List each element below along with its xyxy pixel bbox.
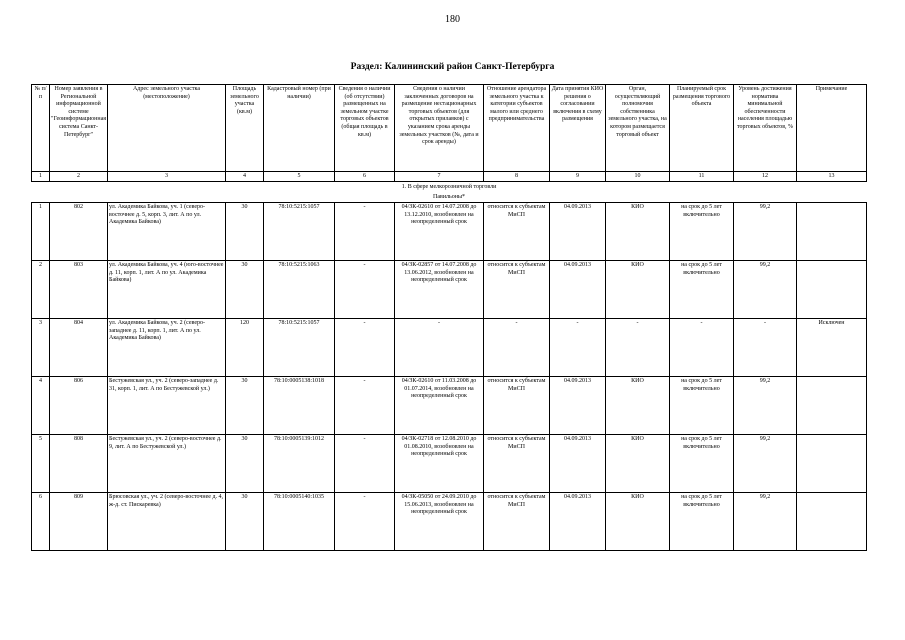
cell-term: на срок до 5 лет включительно (670, 377, 734, 435)
column-header: Планируемый срок размещения торгового объекта (670, 85, 734, 172)
cell-term: на срок до 5 лет включительно (670, 261, 734, 319)
cell-term: - (670, 319, 734, 377)
column-header: Адрес земельного участка (местоположение) (108, 85, 226, 172)
cell-date: 04.09.2013 (550, 377, 606, 435)
cell-term: на срок до 5 лет включительно (670, 203, 734, 261)
cell-cadastral: 78:10:5215:1063 (264, 261, 335, 319)
cell-contract: 04/ЗК-02610 от 11.03.2008 до 01.07.2014, возобновлен на неопределенный срок (395, 377, 484, 435)
column-numbers-row (32, 172, 867, 182)
cell-area: 30 (226, 261, 264, 319)
cell-n: 1 (32, 203, 50, 261)
cell-level: 99,2 (734, 377, 797, 435)
table-row (32, 493, 867, 551)
cell-level: - (734, 319, 797, 377)
cell-contract: 04/ЗК-02610 от 14.07.2008 до 13.12.2010, возобновлен на неопределенный срок (395, 203, 484, 261)
cell-cadastral: 78:10:5215:1057 (264, 319, 335, 377)
column-header: Площадь земельного участка (кв.м) (226, 85, 264, 172)
group-label: 1. В сфере мелкорозничной торговли (32, 182, 867, 193)
column-header: Уровень достижения норматива минимальной обеспеченности населения площадью торговых объектов, % (734, 85, 797, 172)
column-number: 5 (264, 172, 335, 182)
cell-relation: относится к субъектам МиСП (484, 493, 550, 551)
cell-level: 99,2 (734, 435, 797, 493)
cell-relation: относится к субъектам МиСП (484, 261, 550, 319)
cell-address: Бестужевская ул., уч. 2 (северо-восточнее д. 9, лит. А по Бестужевской ул.) (108, 435, 226, 493)
cell-address: Бестужевская ул., уч. 2 (северо-западнее д. 31, корп. 1, лит. А по Бестужевской ул.) (108, 377, 226, 435)
cell-relation: относится к субъектам МиСП (484, 435, 550, 493)
cell-note (797, 261, 867, 319)
column-number: 6 (335, 172, 395, 182)
cell-n: 4 (32, 377, 50, 435)
cell-cadastral: 78:10:0005140:1035 (264, 493, 335, 551)
cell-area: 30 (226, 493, 264, 551)
section-title: Раздел: Калининский район Санкт-Петербурга (350, 62, 555, 72)
cell-area: 30 (226, 377, 264, 435)
cell-objects: - (335, 203, 395, 261)
cell-note (797, 435, 867, 493)
cell-area: 120 (226, 319, 264, 377)
cell-objects: - (335, 435, 395, 493)
cell-note (797, 377, 867, 435)
cell-num: 809 (50, 493, 108, 551)
cell-note: Исключен (797, 319, 867, 377)
column-header: Орган, осуществляющий полномочия собственника земельного участка, на котором размещается торговый объект (606, 85, 670, 172)
cell-objects: - (335, 261, 395, 319)
cell-cadastral: 78:10:5215:1057 (264, 203, 335, 261)
cell-objects: - (335, 493, 395, 551)
column-number: 10 (606, 172, 670, 182)
table-row (32, 377, 867, 435)
table-row (32, 319, 867, 377)
cell-num: 808 (50, 435, 108, 493)
cell-num: 804 (50, 319, 108, 377)
cell-cadastral: 78:10:0005139:1012 (264, 435, 335, 493)
header-row (32, 85, 867, 172)
column-header: Сведения о наличии заключенных договоров на размещение нестационарных торговых объектов (для открытых прилавков) с указанием срока аренды земельных участков (№, дата и срок аренды) (395, 85, 484, 172)
table-row (32, 203, 867, 261)
column-number: 1 (32, 172, 50, 182)
cell-organ: КИО (606, 435, 670, 493)
cell-address: Брюсовская ул., уч. 2 (северо-восточнее д. 4, ж-д. ст. Пискаревка) (108, 493, 226, 551)
cell-area: 30 (226, 435, 264, 493)
group-row (32, 182, 867, 193)
cell-relation: относится к субъектам МиСП (484, 377, 550, 435)
cell-num: 802 (50, 203, 108, 261)
column-number: 13 (797, 172, 867, 182)
column-number: 9 (550, 172, 606, 182)
cell-date: 04.09.2013 (550, 203, 606, 261)
subgroup-row (32, 192, 867, 203)
cell-relation: относится к субъектам МиСП (484, 203, 550, 261)
subgroup-label: Павильоны* (32, 192, 867, 203)
cell-organ: КИО (606, 203, 670, 261)
cell-level: 99,2 (734, 261, 797, 319)
column-header: Отношение арендатора земельного участка к категории субъектов малого или среднего предпринимательства (484, 85, 550, 172)
cell-address: ул. Академика Байкова, уч. 1 (северо-восточнее д. 5, корп. 3, лит. А по ул. Академика Байкова) (108, 203, 226, 261)
cell-n: 3 (32, 319, 50, 377)
column-header: № п/п (32, 85, 50, 172)
cell-cadastral: 78:10:0005138:1018 (264, 377, 335, 435)
column-header: Кадастровый номер (при наличии) (264, 85, 335, 172)
stores-table (31, 84, 867, 551)
cell-num: 806 (50, 377, 108, 435)
column-header: Сведения о наличии (об отсутствии) размещенных на земельном участке торговых объектов (общая площадь в кв.м) (335, 85, 395, 172)
cell-term: на срок до 5 лет включительно (670, 435, 734, 493)
cell-contract: 04/ЗК-02718 от 12.08.2010 до 01.08.2010, возобновлен на неопределенный срок (395, 435, 484, 493)
cell-organ: КИО (606, 261, 670, 319)
column-number: 2 (50, 172, 108, 182)
cell-area: 30 (226, 203, 264, 261)
cell-n: 6 (32, 493, 50, 551)
cell-contract: 04/ЗК-02857 от 14.07.2008 до 13.06.2012, возобновлен на неопределенный срок (395, 261, 484, 319)
cell-n: 5 (32, 435, 50, 493)
column-number: 8 (484, 172, 550, 182)
column-number: 4 (226, 172, 264, 182)
cell-contract: 04/ЗК-05050 от 24.09.2010 до 15.06.2013, возобновлен на неопределенный срок (395, 493, 484, 551)
cell-date: 04.09.2013 (550, 261, 606, 319)
cell-level: 99,2 (734, 203, 797, 261)
cell-organ: КИО (606, 377, 670, 435)
page-number: 180 (445, 14, 460, 25)
cell-term: на срок до 5 лет включительно (670, 493, 734, 551)
cell-organ: КИО (606, 493, 670, 551)
cell-note (797, 203, 867, 261)
cell-num: 803 (50, 261, 108, 319)
column-number: 12 (734, 172, 797, 182)
column-number: 7 (395, 172, 484, 182)
column-header: Дата принятия КИО решения о согласовании включения в схему размещения (550, 85, 606, 172)
column-header: Номер заявления в Региональной информационной системе "Геоинформационная система Санкт-Петербург" (50, 85, 108, 172)
cell-level: 99,2 (734, 493, 797, 551)
column-number: 3 (108, 172, 226, 182)
cell-address: ул. Академика Байкова, уч. 4 (юго-восточнее д. 11, корп. 1, лит. А по ул. Академика Байкова) (108, 261, 226, 319)
cell-relation: - (484, 319, 550, 377)
table-row (32, 261, 867, 319)
cell-address: ул. Академика Байкова, уч. 2 (северо-западнее д. 11, корп. 1, лит. А по ул. Академика Байкова) (108, 319, 226, 377)
column-number: 11 (670, 172, 734, 182)
column-header: Примечание (797, 85, 867, 172)
cell-date: - (550, 319, 606, 377)
cell-date: 04.09.2013 (550, 435, 606, 493)
cell-objects: - (335, 377, 395, 435)
cell-contract: - (395, 319, 484, 377)
cell-objects: - (335, 319, 395, 377)
cell-note (797, 493, 867, 551)
cell-n: 2 (32, 261, 50, 319)
cell-organ: - (606, 319, 670, 377)
table-row (32, 435, 867, 493)
cell-date: 04.09.2013 (550, 493, 606, 551)
